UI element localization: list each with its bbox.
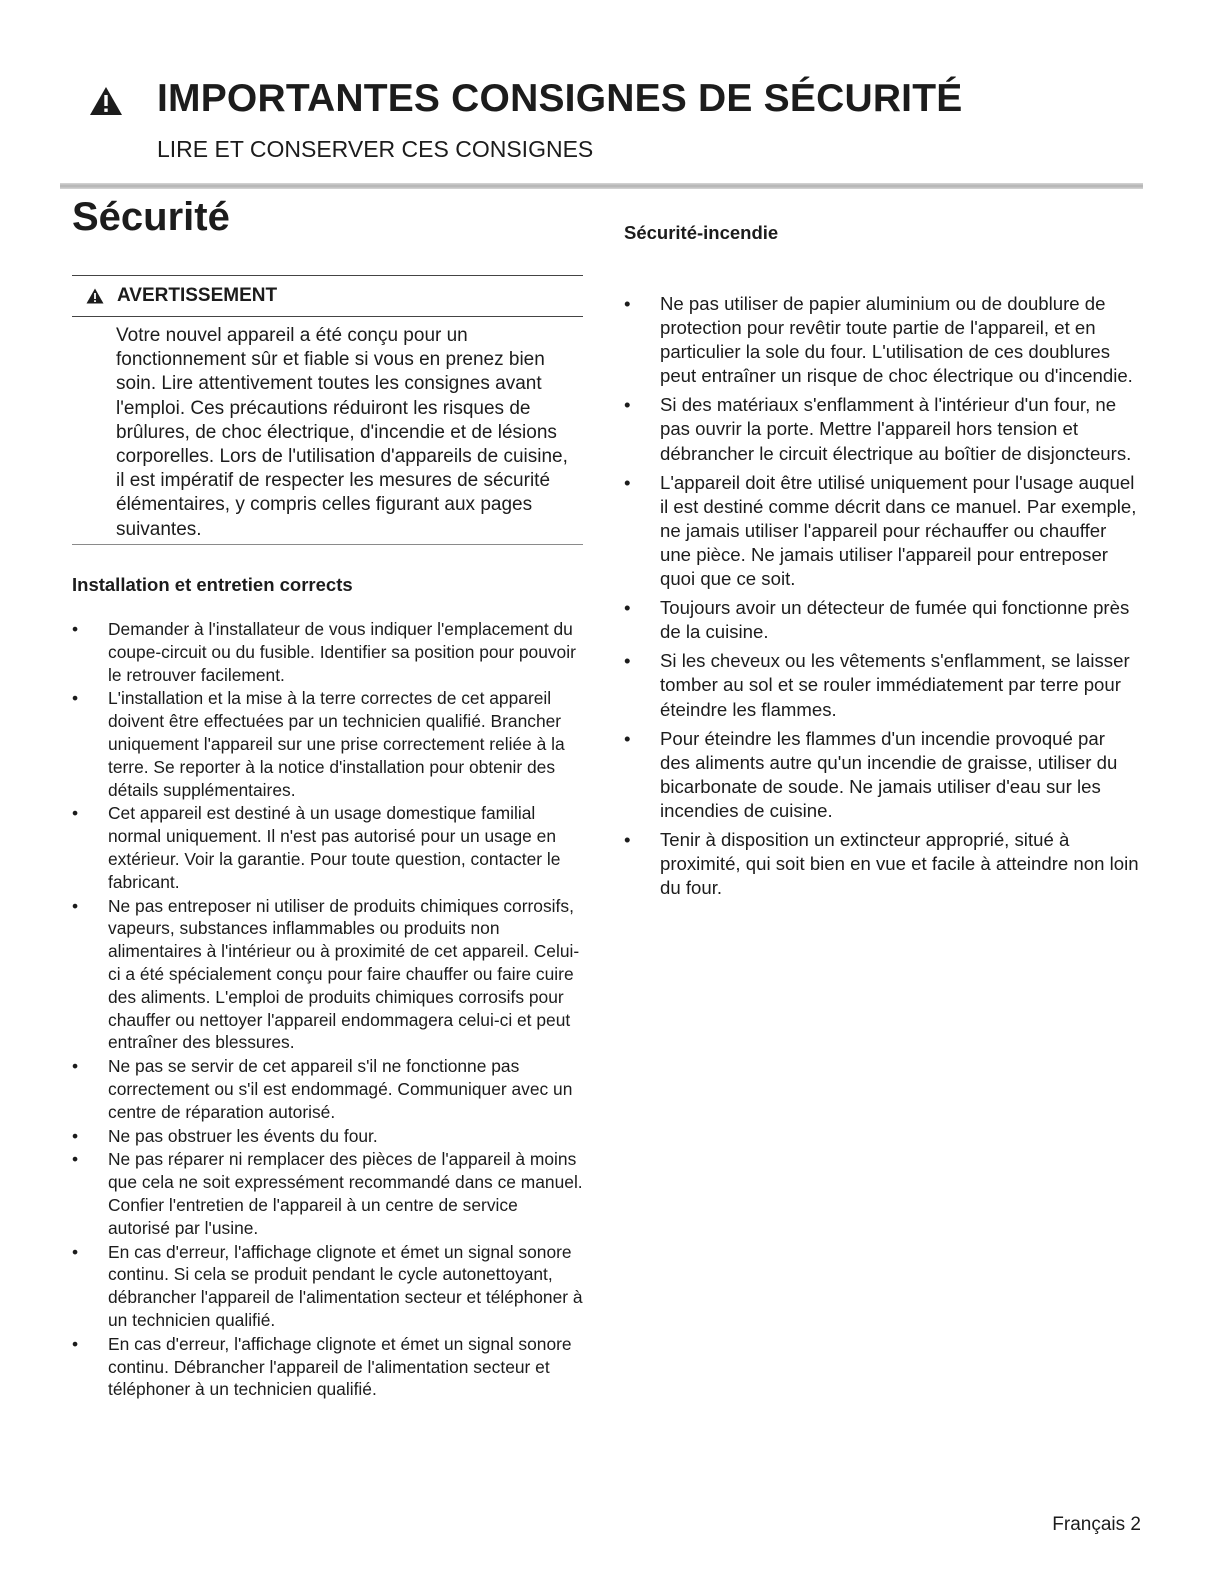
list-item xyxy=(624,471,1139,591)
fire-safety-list xyxy=(624,292,1139,905)
list-item xyxy=(624,828,1139,900)
list-item-text: Si des matériaux s'enflamment à l'intérieur d'un four, ne pas ouvrir la porte. Mettre l'appareil hors tension et débrancher le circuit électrique au boîtier de disjoncteurs. xyxy=(660,394,1132,464)
list-item-text: En cas d'erreur, l'affichage clignote et émet un signal sonore continu. Débrancher l'appareil de l'alimentation secteur et téléphoner à un technicien qualifié. xyxy=(108,1333,572,1400)
list-item xyxy=(72,1055,584,1123)
list-item xyxy=(72,1333,584,1401)
list-item xyxy=(624,649,1139,721)
warning-title: AVERTISSEMENT xyxy=(117,285,278,306)
bullet-dot-icon: • xyxy=(72,1125,79,1146)
list-item-text: Toujours avoir un détecteur de fumée qui fonctionne près de la cuisine. xyxy=(660,597,1130,643)
list-item-text: Ne pas utiliser de papier aluminium ou de doublure de protection pour revêtir toute partie de l'appareil, et en particulier la sole du four. L'utilisation de ces doublures peut entraîner un risque de choc électrique ou d'incendie. xyxy=(660,293,1133,387)
list-item xyxy=(72,895,584,1055)
list-item xyxy=(72,802,584,893)
warning-triangle-icon xyxy=(86,288,104,304)
warning-box xyxy=(72,275,583,545)
bullet-dot-icon: • xyxy=(624,394,631,416)
list-item-text: Tenir à disposition un extincteur approprié, situé à proximité, qui soit bien en vue et facile à atteindre non loin du four. xyxy=(660,828,1139,899)
bullet-dot-icon: • xyxy=(72,1241,79,1262)
list-item-text: Si les cheveux ou les vêtements s'enflamment, se laisser tomber au sol et se rouler immédiatement par terre pour éteindre les flammes. xyxy=(660,650,1130,720)
list-item-text: Pour éteindre les flammes d'un incendie provoqué par des aliments autre qu'un incendie de graisse, utiliser du bicarbonate de soude. Ne jamais utiliser d'eau sur les incendies de cuisine. xyxy=(660,727,1118,821)
list-item-text: Ne pas réparer ni remplacer des pièces de l'appareil à moins que cela ne soit expressément recommandé dans ce manuel. Confier l'entretien de l'appareil à un centre de service autorisé par l'usine. xyxy=(108,1149,583,1238)
list-item xyxy=(72,1241,584,1332)
list-item-text: Ne pas se servir de cet appareil s'il ne fonctionne pas correctement ou s'il est endommagé. Communiquer avec un centre de réparation autorisé. xyxy=(108,1056,573,1122)
bullet-dot-icon: • xyxy=(72,1333,79,1354)
page-title: IMPORTANTES CONSIGNES DE SÉCURITÉ xyxy=(157,77,963,120)
list-item xyxy=(624,292,1139,388)
list-item xyxy=(72,687,584,801)
list-item xyxy=(72,1125,584,1148)
section-title: Sécurité xyxy=(72,195,230,239)
list-item xyxy=(72,618,584,686)
list-item xyxy=(624,727,1139,823)
bullet-dot-icon: • xyxy=(72,688,79,709)
bullet-dot-icon: • xyxy=(624,828,631,850)
page-subtitle: LIRE ET CONSERVER CES CONSIGNES xyxy=(157,136,594,162)
installation-heading: Installation et entretien corrects xyxy=(72,574,353,595)
header-divider xyxy=(60,183,1143,189)
warning-top-rule xyxy=(72,275,583,276)
list-item-text: En cas d'erreur, l'affichage clignote et émet un signal sonore continu. Si cela se produit pendant le cycle autonettoyant, débrancher l'appareil de l'alimentation secteur et téléphoner à un technicien qualifié. xyxy=(108,1241,583,1330)
bullet-dot-icon: • xyxy=(624,293,631,314)
list-item-text: Ne pas obstruer les évents du four. xyxy=(108,1125,378,1146)
bullet-dot-icon: • xyxy=(624,650,631,672)
list-item-text: L'appareil doit être utilisé uniquement pour l'usage auquel il est destiné comme décrit dans ce manuel. Par exemple, ne jamais utiliser l'appareil pour réchauffer ou chauffer une pièce. Ne jamais utiliser l'appareil pour entreposer quoi que ce soit. xyxy=(660,471,1137,590)
list-item xyxy=(624,596,1139,644)
bullet-dot-icon: • xyxy=(72,1149,79,1170)
list-item xyxy=(624,393,1139,465)
fire-safety-heading: Sécurité-incendie xyxy=(624,222,779,243)
warning-text: Votre nouvel appareil a été conçu pour un fonctionnement sûr et fiable si vous en prenez bien soin. Lire attentivement toutes les consignes avant l'emploi. Ces précautions réduiront les risques de brûlures, de choc électrique, d'incendie et de lésions corporelles. Lors de l'utilisation d'appareils de cuisine, il est impératif de respecter les mesures de sécurité élémentaires, y compris celles figurant aux pages suivantes. xyxy=(116,325,568,540)
bullet-dot-icon: • xyxy=(624,597,631,619)
installation-list xyxy=(72,618,584,1402)
warning-bottom-rule xyxy=(72,544,583,545)
list-item-text: Cet appareil est destiné à un usage domestique familial normal uniquement. Il n'est pas autorisé pour un usage en extérieur. Voir la garantie. Pour toute question, contacter le fabricant. xyxy=(108,803,561,892)
bullet-dot-icon: • xyxy=(624,471,631,493)
bullet-dot-icon: • xyxy=(72,1056,79,1077)
list-item-text: L'installation et la mise à la terre correctes de cet appareil doivent être effectuées par un technicien qualifié. Brancher uniquement l'appareil sur une prise correctement reliée à la terre. Se reporter à la notice d'installation pour obtenir des détails supplémentaires. xyxy=(108,688,565,800)
warning-triangle-icon xyxy=(89,86,123,116)
bullet-dot-icon: • xyxy=(72,803,79,824)
page-number: Français 2 xyxy=(1052,1514,1141,1535)
bullet-dot-icon: • xyxy=(72,619,79,639)
list-item-text: Demander à l'installateur de vous indiquer l'emplacement du coupe-circuit ou du fusible. Identifier sa position pour pouvoir le retrouver facilement. xyxy=(108,619,576,685)
list-item xyxy=(72,1148,584,1239)
warning-title-rule xyxy=(72,316,583,317)
list-item-text: Ne pas entreposer ni utiliser de produits chimiques corrosifs, vapeurs, substances inflammables ou produits non alimentaires à l'intérieur ou à proximité de cet appareil. Celui-ci a été spécialement conçu pour faire chauffer ou faire cuire des aliments. L'emploi de produits chimiques corrosifs pour chauffer ou nettoyer l'appareil endommagera celui-ci et peut entraîner des blessures. xyxy=(108,895,580,1053)
bullet-dot-icon: • xyxy=(72,895,79,916)
bullet-dot-icon: • xyxy=(624,727,631,749)
